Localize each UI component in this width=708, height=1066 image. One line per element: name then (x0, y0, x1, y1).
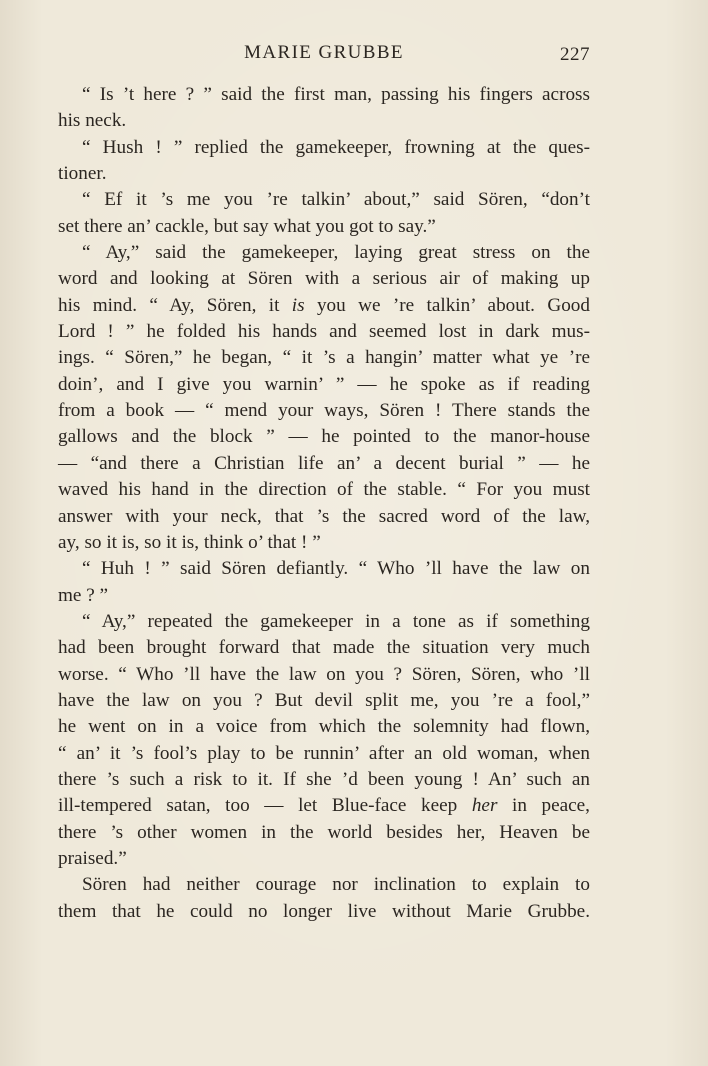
text-line: from a book — “ mend your ways, Sören ! There stands the (58, 400, 590, 422)
text-line: his neck. (58, 110, 127, 132)
text-line: ill-tempered satan, too — let Blue-face keep her in peace, (58, 795, 590, 817)
text-line: ings. “ Sören,” he began, “ it ’s a hangin’ matter what ye ’re (58, 347, 590, 369)
italic-word: is (291, 294, 305, 316)
text-line: “ Is ’t here ? ” said the first man, passing his fingers across (82, 84, 590, 105)
text-line: his mind. “ Ay, Sören, it is you we ’re talkin’ about. Good (58, 294, 590, 316)
text-line: ay, so it is, so it is, think o’ that ! ” (58, 531, 321, 553)
text-line: gallows and the block ” — he pointed to the manor-house (58, 426, 590, 448)
text-line: them that he could no longer live without Marie Grubbe. (58, 900, 590, 922)
text-line: Sören had neither courage nor inclination to explain to (82, 874, 590, 896)
running-title: MARIE GRUBBE (244, 42, 404, 63)
text-line: “ Hush ! ” replied the gamekeeper, frowning at the ques- (82, 136, 590, 158)
text-line: set there an’ cackle, but say what you got to say.” (58, 215, 436, 237)
text-line: “ Huh ! ” said Sören defiantly. “ Who ’ll have the law on (82, 558, 590, 580)
text-line: he went on in a voice from which the solemnity had flown, (58, 716, 590, 738)
text-line: Lord ! ” he folded his hands and seemed lost in dark mus- (58, 321, 590, 343)
running-head (58, 42, 590, 68)
text-line: there ’s such a risk to it. If she ’d been young ! An’ such an (58, 768, 590, 790)
text-line: there ’s other women in the world besides her, Heaven be (58, 821, 590, 843)
page-number: 227 (560, 44, 590, 65)
text-line: tioner. (58, 163, 107, 185)
text-line: “ Ef it ’s me you ’re talkin’ about,” said Sören, “don’t (82, 189, 590, 211)
body-text (58, 82, 590, 925)
text-line: had been brought forward that made the situation very much (58, 637, 590, 659)
italic-word: her (471, 795, 498, 817)
text-line: “ Ay,” said the gamekeeper, laying great stress on the (82, 242, 590, 264)
text-line: me ? ” (58, 584, 109, 606)
text-line: — “and there a Christian life an’ a decent burial ” — he (58, 452, 590, 474)
text-line: “ an’ it ’s fool’s play to be runnin’ after an old woman, when (58, 742, 590, 764)
text-line: have the law on you ? But devil split me, you ’re a fool,” (58, 689, 590, 711)
text-line: worse. “ Who ’ll have the law on you ? Sören, Sören, who ’ll (58, 663, 590, 685)
text-line: “ Ay,” repeated the gamekeeper in a tone as if something (82, 610, 590, 632)
text-line: praised.” (58, 847, 127, 869)
text-line: doin’, and I give you warnin’ ” — he spoke as if reading (58, 373, 590, 395)
text-line: word and looking at Sören with a serious air of making up (58, 268, 590, 290)
text-line: waved his hand in the direction of the stable. “ For you must (58, 479, 590, 501)
text-line: answer with your neck, that ’s the sacred word of the law, (58, 505, 590, 527)
